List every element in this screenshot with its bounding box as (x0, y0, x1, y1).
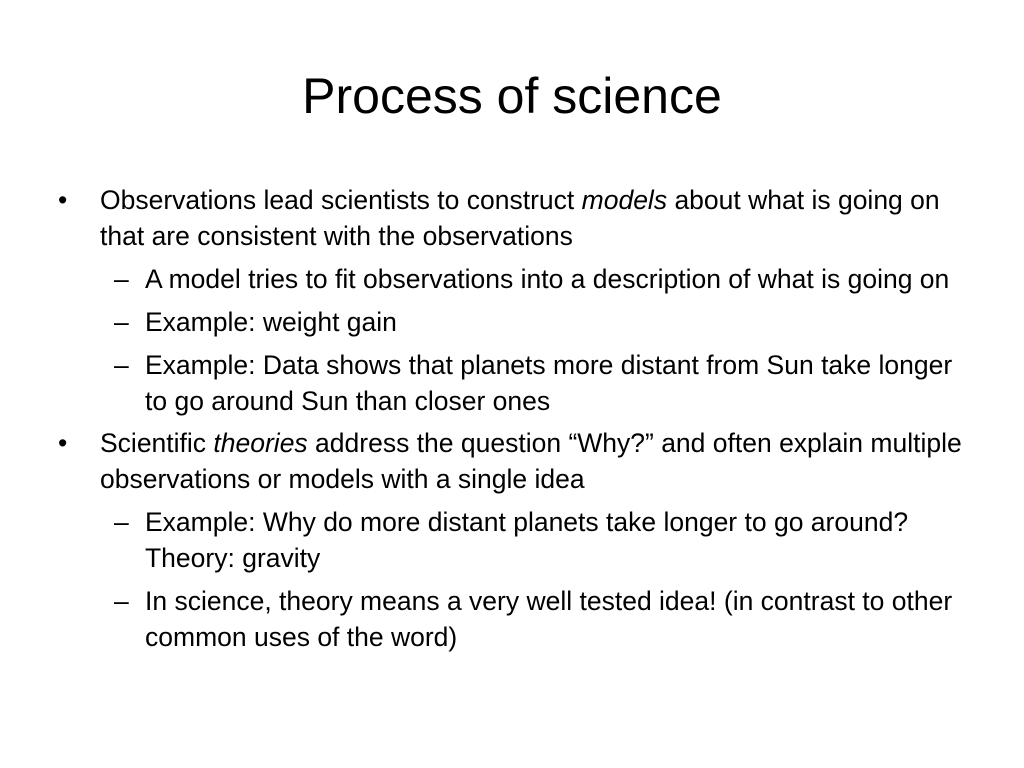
sub-bullet-text: Example: Why do more distant planets take longer to go around? Theory: gravity (145, 507, 909, 573)
sub-bullet-item (58, 261, 978, 297)
italic-term: theories (213, 428, 308, 458)
dash-marker: – (114, 507, 129, 537)
text-run: about what is going on that are consistent with the observations (100, 185, 940, 251)
bullet-item (58, 425, 978, 497)
slide-title: Process of science (302, 68, 722, 124)
text-run: Scientific (100, 428, 214, 458)
sub-bullet-item (58, 347, 978, 419)
text-run: Observations lead scientists to construct (100, 185, 582, 215)
dash-marker: – (114, 307, 129, 337)
bullet-marker: • (58, 185, 68, 215)
dash-marker: – (114, 350, 129, 380)
sub-bullet-text: A model tries to fit observations into a description of what is going on (145, 264, 950, 294)
italic-term: models (581, 185, 668, 215)
dash-marker: – (114, 264, 129, 294)
sub-bullet-text: Example: weight gain (145, 307, 397, 337)
bullet-item (58, 182, 978, 254)
dash-marker: – (114, 586, 129, 616)
sub-bullet-text: Example: Data shows that planets more distant from Sun take longer to go around Sun than closer ones (145, 350, 953, 416)
sub-bullet-item (58, 504, 978, 576)
sub-bullet-text: In science, theory means a very well tested idea! (in contrast to other common uses of the word) (145, 586, 953, 652)
bullet-text (100, 185, 940, 251)
bullet-marker: • (58, 428, 68, 458)
slide-body (58, 182, 978, 655)
sub-bullet-item (58, 304, 978, 340)
bullet-text (100, 428, 962, 494)
sub-bullet-item (58, 583, 978, 655)
text-run: address the question “Why?” and often explain multiple observations or models with a single idea (100, 428, 962, 494)
